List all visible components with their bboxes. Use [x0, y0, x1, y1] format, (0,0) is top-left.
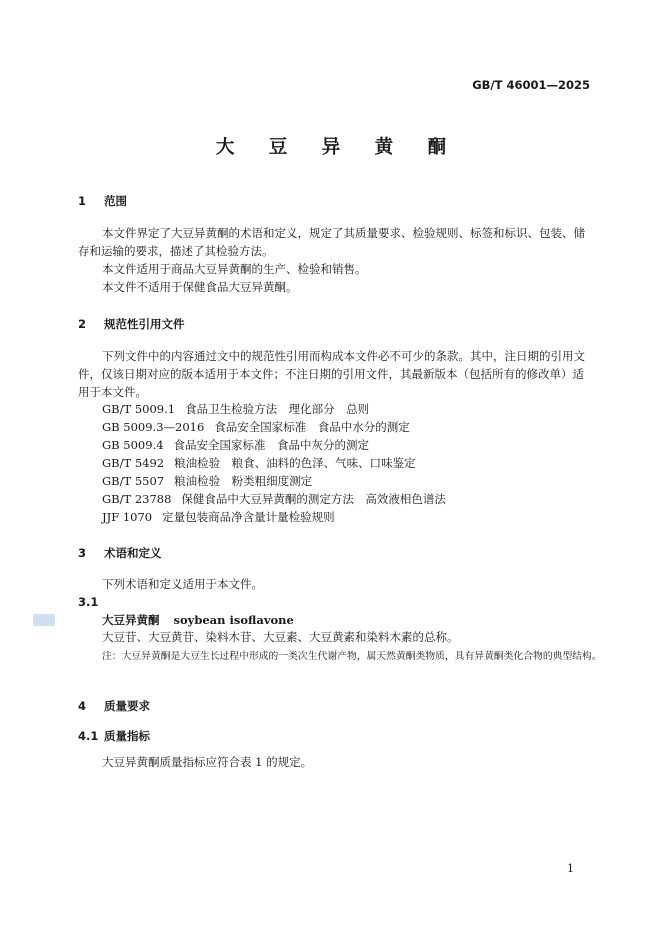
term-note: 注：大豆异黄酮是大豆生长过程中形成的一类次生代谢产物，属天然黄酮类物质，具有异黄酮类化合物的典型结构。 — [102, 651, 602, 662]
term-number: 3.1 — [78, 595, 99, 609]
section-title: 范围 — [104, 194, 127, 208]
reference-item — [102, 419, 410, 435]
reference-code: GB 5009.4 — [102, 438, 164, 452]
term-name-cn: 大豆异黄酮 — [102, 613, 160, 627]
section-title: 术语和定义 — [104, 546, 162, 560]
subsection-number: 4.1 — [78, 729, 99, 743]
reference-item — [102, 455, 416, 471]
reference-name: 食品安全国家标准 食品中水分的测定 — [214, 420, 410, 434]
scope-paragraph-1: 本文件界定了大豆异黄酮的术语和定义，规定了其质量要求、检验规则、标签和标识、包装、储存和运输的要求，描述了其检验方法。 — [78, 226, 585, 258]
section-title: 规范性引用文件 — [104, 317, 185, 331]
reference-item — [102, 401, 369, 417]
term-entry — [102, 612, 294, 628]
reference-code: JJF 1070 — [102, 510, 153, 524]
section-number: 2 — [78, 317, 87, 331]
standard-number: GB/T 46001—2025 — [472, 78, 590, 92]
section-3-heading — [78, 545, 162, 561]
reference-code: GB/T 5492 — [102, 456, 165, 470]
subsection-4-1-heading — [78, 728, 150, 744]
terms-intro: 下列术语和定义适用于本文件。 — [102, 577, 263, 591]
reference-item — [102, 491, 446, 507]
reference-item — [102, 473, 312, 489]
term-definition: 大豆苷、大豆黄苷、染料木苷、大豆素、大豆黄素和染料木素的总称。 — [102, 630, 459, 644]
page-number: 1 — [567, 862, 574, 875]
quality-requirement-text: 大豆异黄酮质量指标应符合表 1 的规定。 — [102, 755, 313, 769]
subsection-title: 质量指标 — [104, 729, 150, 743]
document-title: 大 豆 异 黄 酮 — [215, 137, 461, 158]
reference-item — [102, 509, 335, 525]
reference-code: GB/T 5507 — [102, 474, 165, 488]
scope-paragraph-2: 本文件适用于商品大豆异黄酮的生产、检验和销售。 — [102, 262, 367, 276]
section-number: 4 — [78, 699, 87, 713]
reference-name: 食品卫生检验方法 理化部分 总则 — [185, 402, 370, 416]
reference-name: 粮油检验 粮食、油料的色泽、气味、口味鉴定 — [174, 456, 416, 470]
section-number: 1 — [78, 194, 87, 208]
section-2-heading — [78, 316, 185, 332]
reference-name: 粮油检验 粉类粗细度测定 — [174, 474, 313, 488]
reference-code: GB/T 23788 — [102, 492, 172, 506]
section-1-heading — [78, 193, 127, 209]
reference-name: 保健食品中大豆异黄酮的测定方法 高效液相色谱法 — [181, 492, 446, 506]
term-name-en: soybean isoflavone — [173, 613, 294, 627]
section-title: 质量要求 — [104, 699, 150, 713]
scope-paragraph-3: 本文件不适用于保健食品大豆异黄酮。 — [102, 280, 298, 294]
side-margin-mark — [33, 614, 55, 626]
reference-name: 定量包装商品净含量计量检验规则 — [162, 510, 335, 524]
references-intro: 下列文件中的内容通过文中的规范性引用而构成本文件必不可少的条款。其中，注日期的引用文件，仅该日期对应的版本适用于本文件；不注日期的引用文件，其最新版本（包括所有的修改单）适用于本文件。 — [78, 349, 585, 399]
section-number: 3 — [78, 546, 87, 560]
reference-code: GB 5009.3—2016 — [102, 420, 205, 434]
reference-name: 食品安全国家标准 食品中灰分的测定 — [173, 438, 370, 452]
reference-item — [102, 437, 369, 453]
reference-code: GB/T 5009.1 — [102, 402, 176, 416]
section-4-heading — [78, 698, 150, 714]
